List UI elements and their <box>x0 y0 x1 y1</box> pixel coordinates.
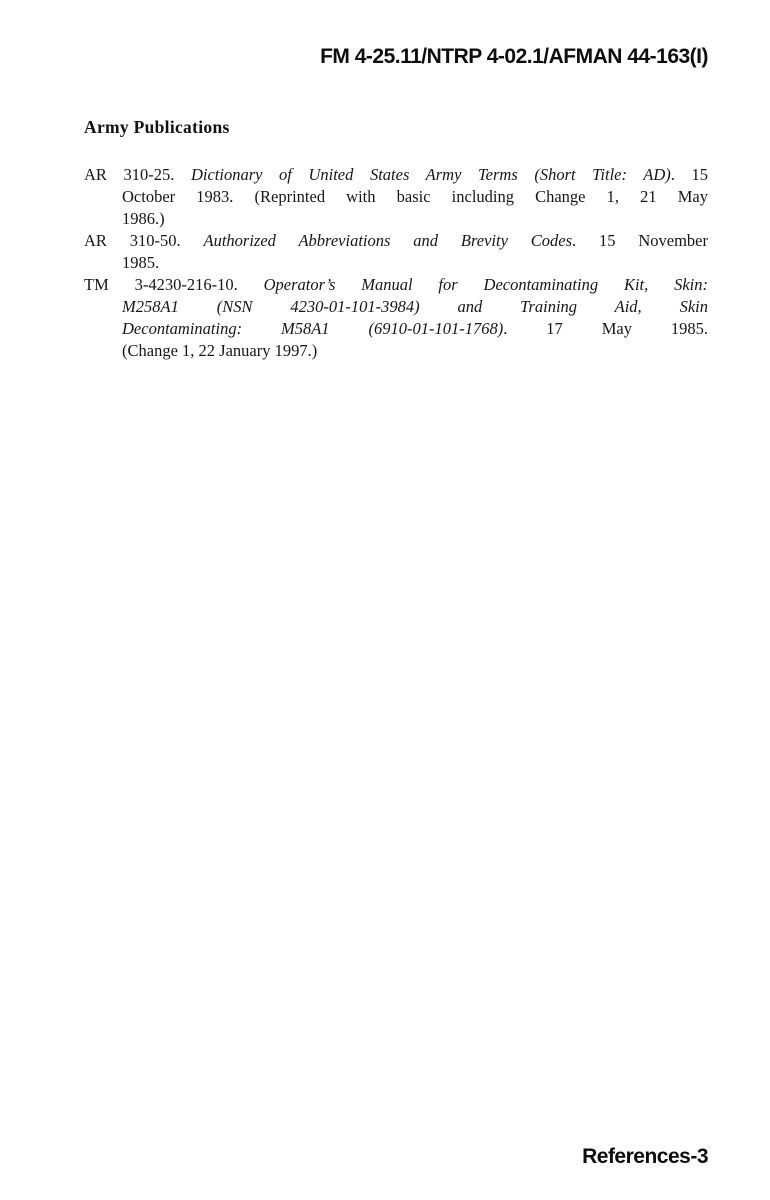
reference-text-segment: AR 310-25. <box>84 165 191 184</box>
reference-entry <box>84 274 708 362</box>
reference-line <box>84 252 708 274</box>
reference-text-segment: (Change 1, 22 January 1997.) <box>122 341 318 360</box>
running-header: FM 4-25.11/NTRP 4-02.1/AFMAN 44-163(I) <box>320 45 708 68</box>
reference-entry <box>84 164 708 230</box>
section-heading: Army Publications <box>84 117 230 137</box>
reference-text-segment: . 15 <box>670 165 708 184</box>
reference-line <box>84 296 708 318</box>
reference-text-segment: TM 3-4230-216-10. <box>84 275 264 294</box>
reference-text-segment: October 1983. (Reprinted with basic including Change 1, 21 May <box>122 187 708 206</box>
reference-text-segment: . 15 November <box>572 231 708 250</box>
reference-title-segment: Operator’s Manual for Decontaminating Kit, Skin: <box>263 275 709 294</box>
reference-line <box>84 164 708 186</box>
reference-title-segment: Dictionary of United States Army Terms (Short Title: AD) <box>190 165 671 184</box>
reference-title-segment: M258A1 (NSN 4230-01-101-3984) and Training Aid, Skin <box>122 297 708 316</box>
reference-title-segment: Authorized Abbreviations and Brevity Codes <box>203 231 573 250</box>
reference-line <box>84 318 708 340</box>
reference-line <box>84 230 708 252</box>
references-list <box>84 164 708 362</box>
reference-line <box>84 186 708 208</box>
reference-line <box>84 208 708 230</box>
reference-text-segment: . 17 May 1985. <box>503 319 708 338</box>
reference-entry <box>84 230 708 274</box>
reference-text-segment: 1986.) <box>122 209 165 228</box>
reference-text-segment: AR 310-50. <box>84 231 204 250</box>
reference-text-segment: 1985. <box>122 253 160 272</box>
reference-line <box>84 274 708 296</box>
reference-line <box>84 340 708 362</box>
reference-title-segment: Decontaminating: M58A1 (6910-01-101-1768) <box>122 319 504 338</box>
footer-page-label: References-3 <box>582 1145 708 1168</box>
